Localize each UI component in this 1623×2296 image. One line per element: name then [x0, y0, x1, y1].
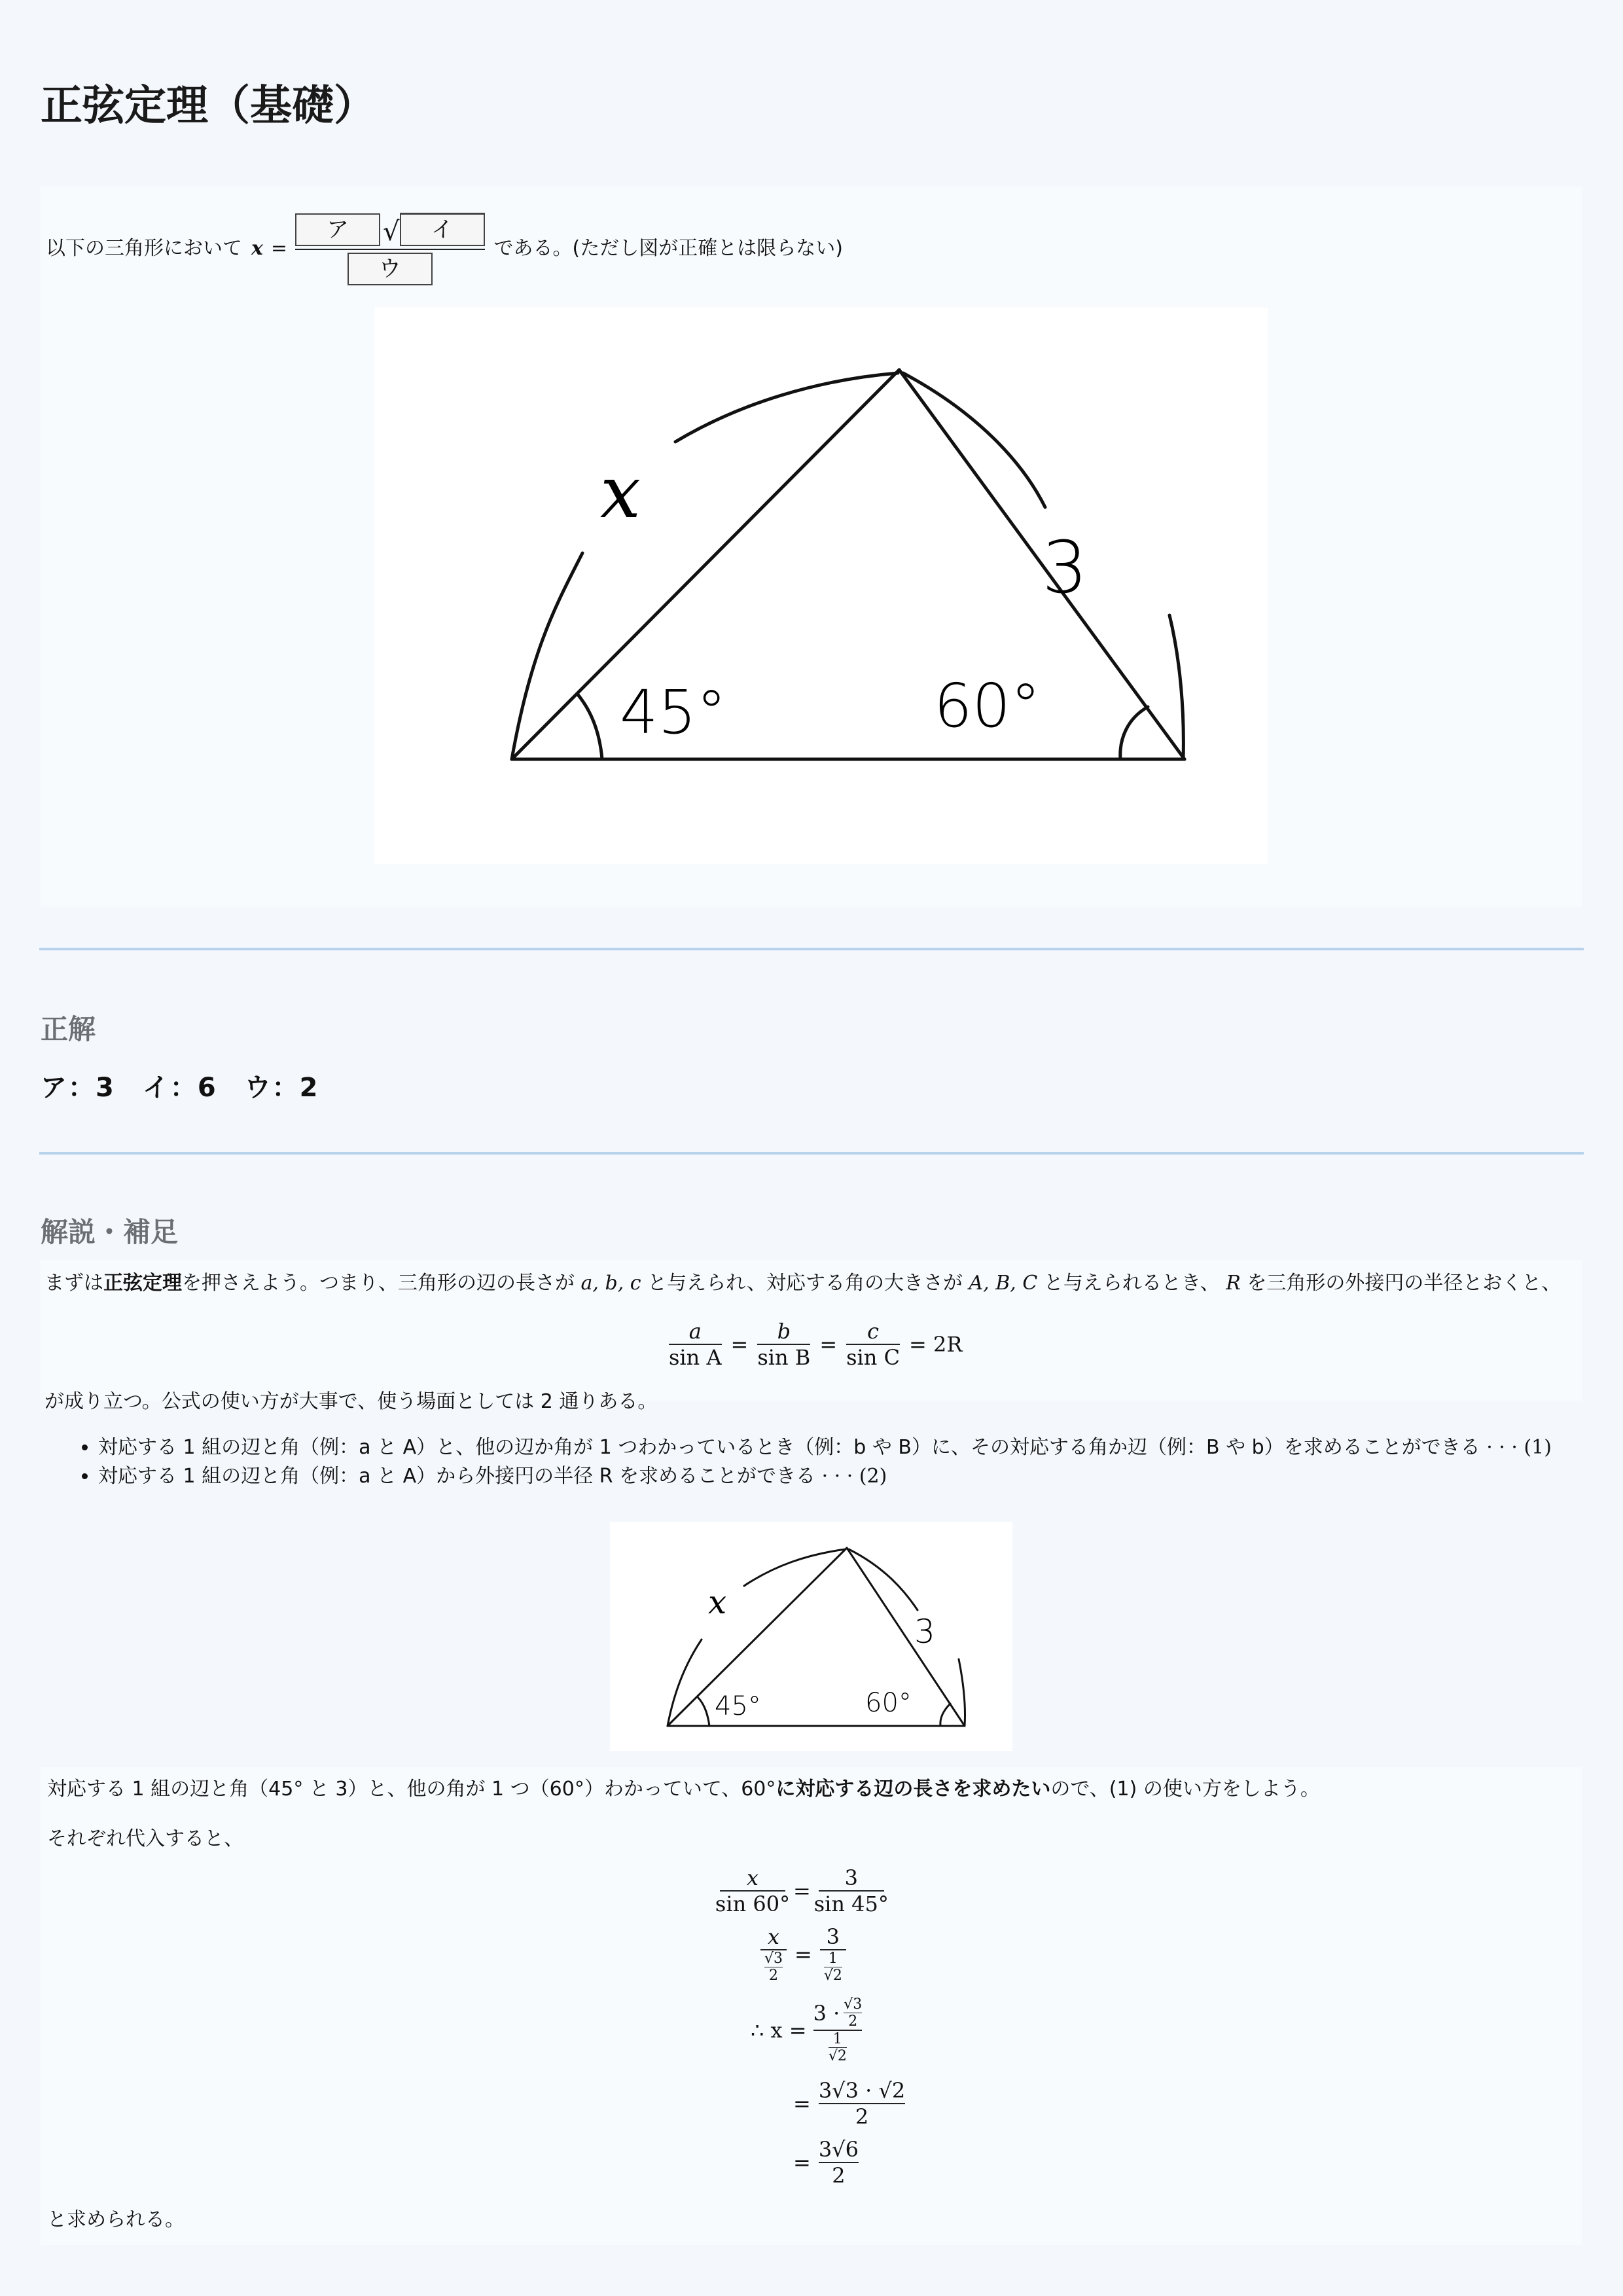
question-equals: = — [270, 237, 288, 260]
arc-left-lower — [512, 553, 582, 759]
question-var-x: x — [251, 237, 263, 260]
explanation-card-1 — [41, 1260, 1582, 1401]
answer-box-a[interactable]: ア — [295, 213, 380, 246]
usage-intro: が成り立つ。公式の使い方が大事で、使う場面としては 2 通りある。 — [45, 1390, 658, 1413]
svg-text:60°: 60° — [865, 1688, 912, 1718]
sqrt-icon: √ — [383, 216, 400, 247]
question-suffix: である。(ただし図が正確とは限らない) — [493, 237, 843, 260]
question-card — [41, 187, 1582, 906]
answer-heading: 正解 — [41, 1013, 96, 1045]
svg-text:x: x — [708, 1583, 727, 1621]
label-60: 60° — [934, 671, 1041, 741]
svg-text:3: 3 — [914, 1613, 935, 1651]
triangle-diagram — [374, 308, 1268, 864]
triangle-figure-small — [610, 1522, 1012, 1751]
page-title: 正弦定理（基礎） — [41, 82, 376, 130]
arc-right-upper — [903, 373, 1045, 507]
equation-row-4: = $\frac{3√3 \cdot √2}{2}$ — [793, 2078, 906, 2129]
law-intro: まずは正弦定理を押さえよう。つまり、三角形の辺の長さが a, b, c と与えられ、対応する角の大きさが A, B, C と与えられるとき、 R を三角形の外接円の半径とおくと、 — [45, 1272, 1561, 1295]
answer-box-u[interactable]: ウ — [348, 253, 433, 285]
triangle-figure — [374, 308, 1268, 864]
question-line — [46, 206, 843, 291]
label-45: 45° — [620, 677, 727, 747]
equation-row-1: $\frac{x}{\sin 60^\circ}$ = $\frac{3}{\sin 45^\circ}$ — [715, 1865, 889, 1916]
explanation-heading: 解説・補足 — [41, 1216, 179, 1248]
arc-right-lower — [1169, 615, 1183, 759]
arc-left-upper — [675, 373, 898, 442]
triangle-diagram-small — [610, 1522, 1012, 1751]
svg-text:45°: 45° — [715, 1691, 761, 1721]
application-text: 対応する 1 組の辺と角（45° と 3）と、他の角が 1 つ（60°）わかっていて、60°に対応する辺の長さを求めたいので、(1) の使い方をしよう。 — [47, 1778, 1320, 1801]
usage-list — [46, 1433, 1552, 1491]
list-item: • 対応する 1 組の辺と角（例：a と A）と、他の辺か角が 1 つわかっているとき（例：b や B）に、その対応する角か辺（例：B や b）を求めることができる · · · (1) — [98, 1433, 1552, 1462]
sine-law-equation: $\frac{a}{\text{sin A}}$ = $\frac{b}{\text{sin B}}$ = $\frac{c}{\text{sin C}}$ = 2R — [669, 1319, 963, 1370]
equation-row-3: ∴ x = 3 · $\frac{√3}{2}$ $\frac{1}{√2}$ — [751, 1996, 863, 2064]
label-3: 3 — [1042, 526, 1088, 609]
equation-row-2: $\frac{x}{\frac{√3}{2}}$ = $\frac{3}{\frac{1}{√2}}$ — [760, 1924, 846, 1984]
list-item: • 対応する 1 組の辺と角（例：a と A）から外接円の半径 R を求めることができる · · · (2) — [98, 1462, 1552, 1491]
substitute-text: それぞれ代入すると、 — [47, 1827, 243, 1850]
answer-box-i[interactable]: イ — [400, 213, 485, 246]
divider-1 — [39, 948, 1584, 950]
question-prefix: 以下の三角形において — [46, 237, 242, 260]
label-x: x — [600, 450, 641, 534]
angle-arc-60 — [1120, 707, 1148, 759]
conclusion-text: と求められる。 — [47, 2208, 185, 2231]
equation-row-5: = $\frac{3√6}{2}$ — [793, 2137, 859, 2188]
explanation-card-2 — [41, 1767, 1582, 2245]
answer-text: ア：3 イ：6 ウ：2 — [41, 1073, 319, 1103]
divider-2 — [39, 1152, 1584, 1155]
angle-arc-45 — [577, 694, 602, 759]
answer-fraction — [295, 213, 485, 285]
